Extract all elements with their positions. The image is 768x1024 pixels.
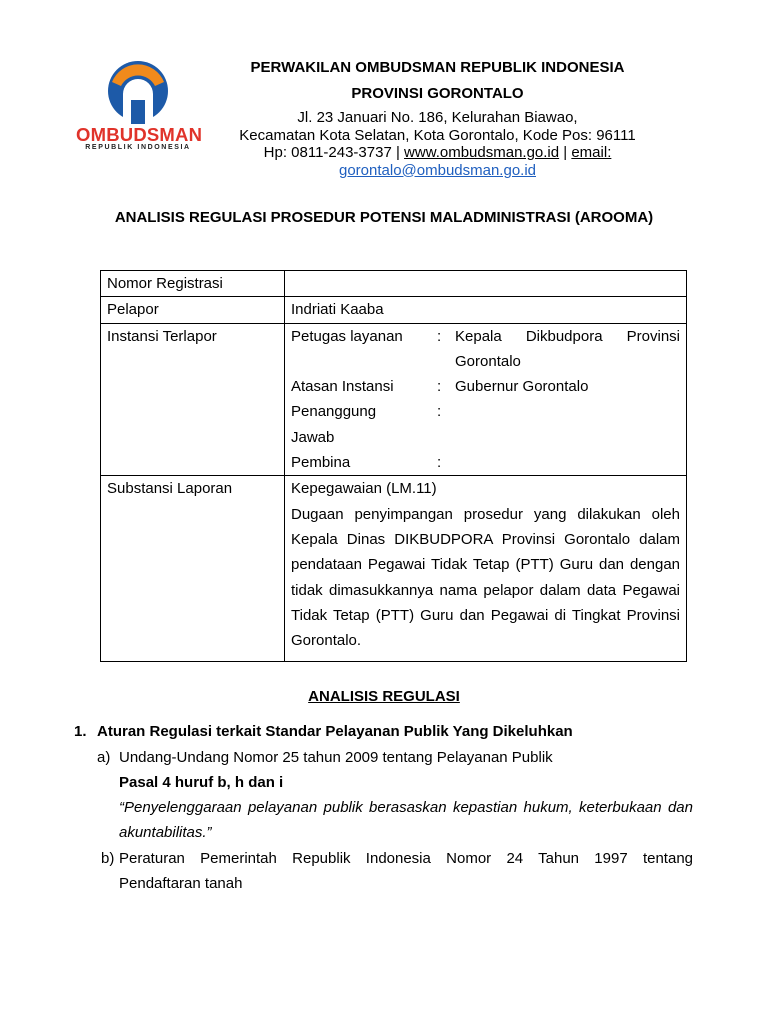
person-in-charge-label-line-1: Penanggung (291, 403, 377, 421)
item-b-text-line-2: Pendaftaran tanah (119, 875, 243, 892)
table-row (101, 476, 687, 662)
table-row (101, 323, 687, 476)
address-line-2: Kecamatan Kota Selatan, Kota Gorontalo, Kode Pos: 96111 (239, 126, 636, 144)
registration-number-label: Nomor Registrasi (101, 271, 285, 297)
website-link[interactable]: www.ombudsman.go.id (404, 144, 560, 161)
report-substance-label: Substansi Laporan (101, 476, 285, 662)
reporter-label: Pelapor (101, 297, 285, 323)
address-line-1: Jl. 23 Januari No. 186, Kelurahan Biawao, (297, 109, 578, 126)
logo-subtitle: REPUBLIK INDONESIA (85, 144, 191, 151)
table-row (101, 297, 687, 323)
registration-number-value (285, 271, 687, 297)
supervisor-label: Pembina (291, 454, 351, 472)
province-name: PROVINSI GORONTALO (351, 85, 524, 102)
item-a-quote: “Penyelenggaraan pelayanan publik berasaskan kepastian hukum, keterbukaan dan akuntabilitas.” (119, 799, 693, 841)
service-officer-value (455, 324, 680, 375)
contact-separator: | (559, 144, 572, 161)
supervisor-value (455, 450, 680, 475)
colon: : (437, 378, 442, 396)
table-row (101, 271, 687, 297)
reported-agency-label: Instansi Terlapor (101, 323, 285, 476)
point-1-number: 1. (74, 723, 87, 740)
letterhead (230, 58, 645, 179)
service-officer-row (291, 324, 680, 375)
item-b-text-line-1: Peraturan Pemerintah Republik Indonesia Nomor 24 Tahun 1997 tentang (119, 850, 693, 867)
person-in-charge-row (291, 399, 680, 450)
report-description: Dugaan penyimpangan prosedur yang dilakukan oleh Kepala Dinas DIKBUDPORA Provinsi Gorontalo dalam pendataan Pegawai Tidak Tetap (PTT) Guru dan dengan tidak dimasukkannya nama pelapor dalam data Pegawai Tidak Tetap (PTT) Guru dan Pegawai di Tingkat Provinsi Gorontalo. (291, 505, 680, 650)
registration-table (100, 270, 687, 662)
service-officer-value-line-2: Gorontalo (455, 352, 521, 370)
reported-agency-details (285, 323, 687, 476)
person-in-charge-label (291, 399, 437, 450)
colon: : (437, 327, 442, 345)
logo-wordmark: OMBUDSMAN (76, 124, 203, 145)
colon: : (437, 403, 442, 421)
email-link[interactable]: gorontalo@ombudsman.go.id (338, 161, 536, 179)
item-a-article: Pasal 4 huruf b, h dan i (119, 774, 284, 791)
supervisor-row (291, 450, 680, 475)
superior-value: Gubernur Gorontalo (455, 378, 589, 396)
superior-label: Atasan Instansi (291, 378, 394, 396)
person-in-charge-label-line-2: Jawab (291, 428, 335, 446)
email-label: email: (571, 144, 612, 161)
phone-text: Hp: 0811-243-3737 | (263, 144, 405, 161)
email-line (230, 162, 645, 180)
reporter-value: Indriati Kaaba (285, 297, 687, 323)
report-category: Kepegawaian (LM.11) (291, 480, 437, 498)
document-title: ANALISIS REGULASI PROSEDUR POTENSI MALADMINISTRASI (AROOMA) (114, 209, 654, 226)
item-a-text: Undang-Undang Nomor 25 tahun 2009 tentang Pelayanan Publik (119, 749, 553, 766)
service-officer-value-line-1: Kepala Dikbudpora Provinsi (455, 327, 680, 345)
person-in-charge-value (455, 399, 680, 450)
point-1-heading: Aturan Regulasi terkait Standar Pelayanan Publik Yang Dikeluhkan (97, 723, 573, 740)
ombudsman-emblem-icon (76, 60, 200, 124)
superior-row (291, 374, 680, 399)
ombudsman-logo (76, 60, 203, 156)
item-a-marker: a) (97, 749, 111, 766)
report-substance-value (285, 476, 687, 662)
section-title: ANALISIS REGULASI (308, 688, 460, 705)
item-b-marker: b) (101, 850, 115, 867)
contact-line (230, 144, 645, 162)
agency-name: PERWAKILAN OMBUDSMAN REPUBLIK INDONESIA (250, 59, 625, 76)
service-officer-label: Petugas layanan (291, 327, 403, 345)
colon: : (437, 454, 442, 472)
